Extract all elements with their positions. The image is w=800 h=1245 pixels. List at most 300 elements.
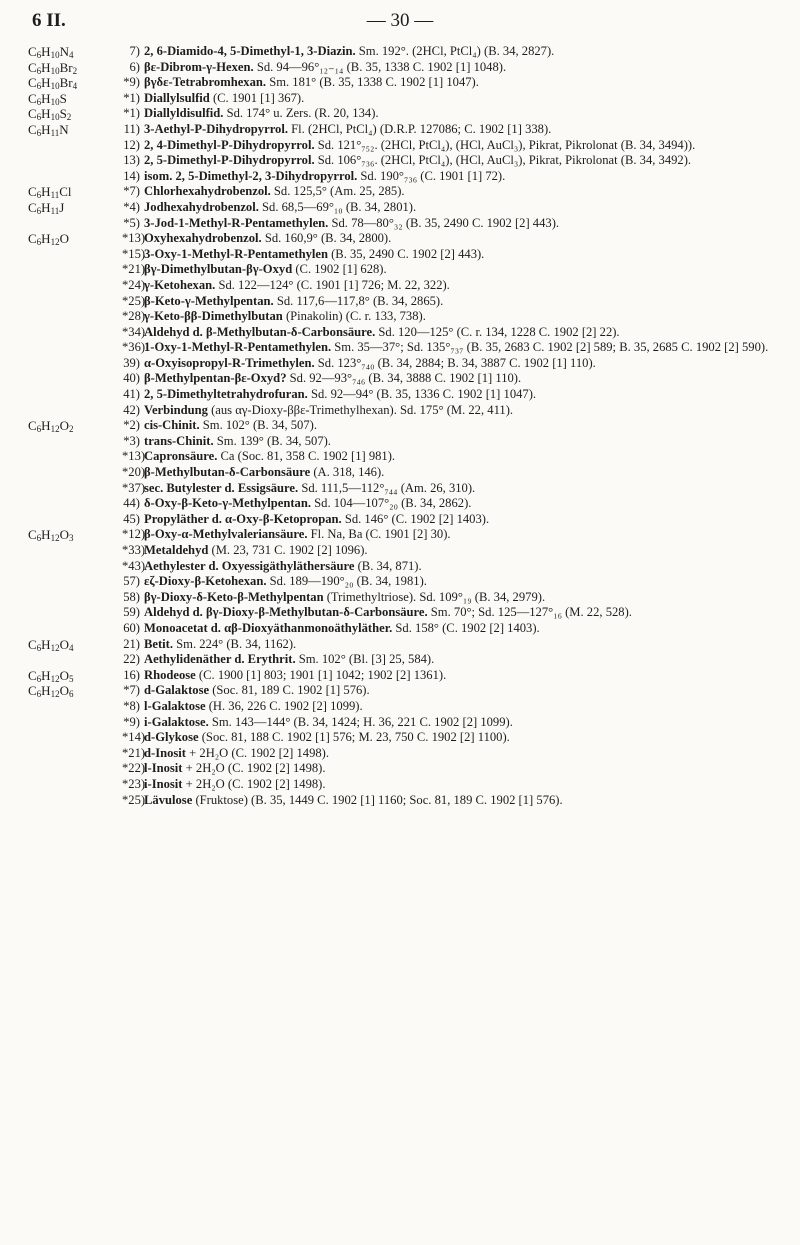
compound-details: (B. 35, 2490 C. 1902 [2] 443).: [327, 246, 485, 261]
entry-number: 21): [123, 636, 140, 651]
compound-list: [122, 527, 790, 636]
formula-subscript: 3: [68, 533, 74, 544]
compound-list: [122, 231, 790, 418]
compound-entry: [122, 793, 790, 809]
compound-details: (Soc. 81, 188 C. 1902 [1] 576; M. 23, 750 C. 1902 [2] 1100).: [198, 730, 510, 745]
formula-subscript: 11: [50, 205, 60, 216]
formula-element: H: [41, 636, 51, 652]
compound-details: Sm. 224° (B. 34, 1162).: [173, 636, 297, 651]
formula-element: N: [59, 121, 69, 137]
compound-name: Aethylidenäther d. Erythrit.: [144, 652, 296, 667]
formula-subscript: 5: [68, 673, 74, 684]
formula-element: O: [59, 683, 69, 699]
compound-details: Sd. 189—190°₂₀ (B. 34, 1981).: [266, 574, 427, 589]
formula-element: C: [28, 90, 37, 106]
compound-name: Chlorhexahydrobenzol.: [144, 184, 271, 199]
entry-number: 60): [123, 620, 140, 635]
compound-details: Sd. 158° (C. 1902 [2] 1403).: [392, 620, 540, 635]
formula-element: H: [41, 667, 51, 683]
compound-details: (Fruktose) (B. 35, 1449 C. 1902 [1] 1160; Soc. 81, 189 C. 1902 [1] 576).: [192, 792, 563, 807]
compound-name: Monoacetat d. αβ-Dioxyäthanmonoäthyläther.: [144, 620, 393, 635]
formula-element: Br: [59, 75, 73, 91]
compound-name: d-Glykose: [144, 730, 199, 745]
compound-details: Sm. 35—37°; Sd. 135°₇₃₇ (B. 35, 2683 C. 1902 [2] 589; B. 35, 2685 C. 1902 [2] 590).: [331, 340, 769, 355]
formula-element: H: [41, 106, 51, 122]
compound-details: Sd. 78—80°₃₂ (B. 35, 2490 C. 1902 [2] 443).: [328, 215, 560, 230]
formula-subscript: 12: [50, 424, 60, 435]
entry-number: 40): [123, 371, 140, 386]
formula-subscript: 4: [68, 50, 74, 60]
compound-details: Sm. 70°; Sd. 125—127°₁₆ (M. 22, 528).: [427, 605, 632, 620]
compound-entry: [122, 184, 790, 200]
compound-name: cis-Chinit.: [144, 418, 200, 433]
entry-number: 22): [123, 652, 140, 667]
formula-subscript: 12: [50, 533, 60, 544]
formula-element: C: [28, 121, 37, 137]
compound-entry: [122, 278, 790, 294]
formula-element: H: [41, 199, 51, 215]
entry-number: *13): [122, 231, 146, 246]
compound-name: β-Keto-γ-Methylpentan.: [144, 293, 274, 308]
compound-details: Sd. 68,5—69°₁₀ (B. 34, 2801).: [258, 199, 417, 214]
entry-number: 59): [123, 605, 140, 620]
compound-name: γ-Keto-ββ-Dimethylbutan: [144, 309, 283, 324]
compound-entry: [122, 683, 790, 699]
formula-element: H: [41, 75, 51, 91]
formula-subscript: 12: [50, 237, 60, 248]
entry-number: *25): [122, 293, 146, 308]
entry-number: 11): [123, 121, 140, 136]
compound-name: βγδε-Tetrabromhexan.: [144, 75, 267, 90]
compound-details: (A. 318, 146).: [310, 465, 385, 480]
compound-entry: [122, 403, 790, 419]
compound-details: + 2H₂O (C. 1902 [2] 1498).: [186, 745, 330, 760]
compound-name: γ-Ketohexan.: [144, 277, 216, 292]
compound-details: (H. 36, 226 C. 1902 [2] 1099).: [205, 698, 363, 713]
compound-name: d-Inosit: [144, 745, 186, 760]
compound-details: Sd. 125,5° (Am. 25, 285).: [270, 184, 405, 199]
compound-name: 2, 4-Dimethyl-P-Dihydropyrrol.: [144, 137, 315, 152]
formula-element: O: [59, 636, 69, 652]
compound-details: Sd. 92—94° (B. 35, 1336 C. 1902 [1] 1047).: [307, 387, 537, 402]
compound-list: [122, 122, 790, 184]
formula-subscript: 6: [36, 65, 42, 76]
entry-number: *36): [122, 340, 146, 355]
compound-details: Sd. 123°₇₄₀ (B. 34, 2884; B. 34, 3887 C. 1902 [1] 110).: [314, 355, 596, 370]
molecular-formula: [28, 231, 120, 247]
compound-entry: [122, 247, 790, 263]
formula-element: Cl: [59, 184, 72, 200]
formula-subscript: 6: [36, 205, 42, 216]
entry-number: 6): [129, 59, 140, 74]
compound-list: [122, 184, 790, 200]
molecular-formula: [28, 418, 120, 434]
entry-number: *43): [122, 558, 146, 573]
entry-number: *28): [122, 309, 146, 324]
entry-list: [28, 44, 790, 808]
compound-details: Sm. 181° (B. 35, 1338 C. 1902 [1] 1047).: [266, 75, 479, 90]
molecular-formula: [28, 683, 120, 699]
compound-details: + 2H₂O (C. 1902 [2] 1498).: [182, 776, 326, 791]
formula-subscript: 6: [36, 642, 42, 653]
compound-details: Fl. Na, Ba (C. 1901 [2] 30).: [307, 527, 451, 542]
formula-group: [28, 60, 790, 76]
compound-name: Rhodeose: [144, 667, 196, 682]
compound-entry: [122, 590, 790, 606]
compound-entry: [122, 309, 790, 325]
formula-group: [28, 668, 790, 684]
compound-entry: [122, 496, 790, 512]
compound-entry: [122, 730, 790, 746]
molecular-formula: [28, 60, 120, 76]
formula-element: O: [59, 527, 69, 543]
compound-entry: [122, 356, 790, 372]
formula-subscript: 2: [72, 65, 78, 76]
molecular-formula: [28, 75, 120, 91]
compound-details: Sd. 92—93°₇₄₆ (B. 34, 3888 C. 1902 [1] 110).: [286, 371, 522, 386]
compound-entry: [122, 91, 790, 107]
compound-name: Diallyldisulfid.: [144, 106, 224, 121]
compound-entry: [122, 777, 790, 793]
compound-details: (C. 1902 [1] 628).: [292, 262, 387, 277]
formula-element: C: [28, 106, 37, 122]
compound-details: Sd. 106°₇₃₆. (2HCl, PtCl₄), (HCl, AuCl₃), Pikrat, Pikrolonat (B. 34, 3492).: [314, 153, 692, 168]
compound-details: Sm. 102° (Bl. [3] 25, 584).: [295, 652, 435, 667]
formula-subscript: 11: [50, 190, 60, 201]
entry-number: 12): [123, 137, 140, 152]
entry-number: 58): [123, 589, 140, 604]
formula-subscript: 6: [36, 689, 42, 700]
molecular-formula: [28, 122, 120, 138]
entry-number: 44): [123, 496, 140, 511]
compound-details: Sd. 117,6—117,8° (B. 34, 2865).: [273, 293, 444, 308]
formula-subscript: 6: [36, 112, 42, 123]
compound-details: + 2H₂O (C. 1902 [2] 1498).: [182, 761, 326, 776]
compound-details: (B. 34, 871).: [354, 558, 422, 573]
compound-details: Sd. 104—107°₂₀ (B. 34, 2862).: [311, 496, 472, 511]
formula-subscript: 6: [36, 673, 42, 684]
compound-name: 2, 5-Dimethyltetrahydrofuran.: [144, 387, 308, 402]
formula-subscript: 6: [36, 50, 42, 60]
entry-number: 39): [123, 355, 140, 370]
compound-details: (Pinakolin) (C. r. 133, 738).: [282, 309, 426, 324]
formula-subscript: 12: [50, 642, 60, 653]
compound-name: 1-Oxy-1-Methyl-R-Pentamethylen.: [144, 340, 332, 355]
compound-name: 2, 6-Diamido-4, 5-Dimethyl-1, 3-Diazin.: [144, 44, 356, 58]
formula-group: [28, 683, 790, 808]
molecular-formula: [28, 527, 120, 543]
formula-subscript: 12: [50, 689, 60, 700]
compound-name: Oxyhexahydrobenzol.: [144, 231, 262, 246]
formula-group: [28, 418, 790, 527]
formula-subscript: 10: [50, 65, 60, 76]
formula-element: O: [59, 418, 69, 434]
compound-entry: [122, 434, 790, 450]
entry-number: *13): [122, 449, 146, 464]
compound-entry: [122, 262, 790, 278]
entry-number: *7): [123, 683, 140, 698]
compound-details: (C. 1900 [1] 803; 1901 [1] 1042; 1902 [2] 1361).: [195, 667, 447, 682]
compound-details: Sd. 146° (C. 1902 [2] 1403).: [341, 511, 490, 526]
entry-number: *15): [122, 246, 146, 261]
compound-entry: [122, 294, 790, 310]
compound-entry: [122, 231, 790, 247]
compound-name: εζ-Dioxy-β-Ketohexan.: [144, 574, 267, 589]
entry-number: 41): [123, 387, 140, 402]
formula-subscript: 6: [36, 237, 42, 248]
formula-group: [28, 200, 790, 231]
entry-number: *9): [123, 75, 140, 90]
formula-group: [28, 231, 790, 418]
compound-details: (M. 23, 731 C. 1902 [2] 1096).: [208, 543, 368, 557]
compound-entry: [122, 715, 790, 731]
formula-element: O: [59, 667, 69, 683]
compound-entry: [122, 668, 790, 684]
compound-list: [122, 106, 790, 122]
entry-number: 45): [123, 511, 140, 526]
molecular-formula: [28, 106, 120, 122]
entry-number: *9): [123, 714, 140, 729]
formula-element: H: [41, 121, 51, 137]
entry-number: 7): [129, 44, 140, 58]
compound-list: [122, 44, 790, 60]
entry-number: *33): [122, 543, 146, 557]
compound-name: Aethylester d. Oxyessigäthyläthersäure: [144, 558, 355, 573]
compound-name: Aldehyd d. β-Methylbutan-δ-Carbonsäure.: [144, 324, 376, 339]
compound-name: α-Oxyisopropyl-R-Trimethylen.: [144, 355, 315, 370]
formula-group: [28, 637, 790, 668]
molecular-formula: [28, 44, 120, 60]
formula-element: C: [28, 184, 37, 200]
compound-entry: [122, 106, 790, 122]
compound-list: [122, 200, 790, 231]
formula-subscript: 6: [36, 533, 42, 544]
compound-name: i-Inosit: [144, 776, 183, 791]
formula-element: C: [28, 75, 37, 91]
compound-entry: [122, 340, 790, 356]
entry-number: *22): [122, 761, 146, 776]
formula-element: C: [28, 44, 37, 59]
formula-subscript: 10: [50, 96, 60, 107]
compound-name: βγ-Dimethylbutan-βγ-Oxyd: [144, 262, 293, 277]
compound-name: Verbindung: [144, 402, 208, 417]
entry-number: 16): [123, 667, 140, 682]
compound-entry: [122, 699, 790, 715]
entry-number: *8): [123, 698, 140, 713]
formula-element: C: [28, 527, 37, 543]
formula-subscript: 6: [36, 127, 42, 138]
entry-number: *20): [122, 465, 146, 480]
compound-entry: [122, 543, 790, 559]
entry-number: *1): [123, 90, 140, 105]
compound-name: Propyläther d. α-Oxy-β-Ketopropan.: [144, 511, 342, 526]
formula-element: Br: [59, 59, 73, 75]
formula-element: H: [41, 184, 51, 200]
formula-element: H: [41, 527, 51, 543]
chapter-label: 6 II.: [32, 10, 66, 31]
formula-element: J: [59, 199, 65, 215]
entry-number: 14): [123, 168, 140, 183]
formula-subscript: 6: [36, 190, 42, 201]
compound-details: Sd. 120—125° (C. r. 134, 1228 C. 1902 [2] 22).: [375, 324, 620, 339]
compound-name: Diallylsulfid: [144, 90, 210, 105]
formula-element: C: [28, 636, 37, 652]
formula-subscript: 6: [36, 96, 42, 107]
formula-subscript: 12: [50, 673, 60, 684]
formula-group: [28, 527, 790, 636]
compound-details: Sd. 121°₇₅₂. (2HCl, PtCl₄), (HCl, AuCl₃), Pikrat, Pikrolonat (B. 34, 3494)).: [314, 137, 696, 152]
entry-number: *23): [122, 776, 146, 791]
formula-group: [28, 122, 790, 184]
compound-entry: [122, 325, 790, 341]
compound-name: i-Galaktose.: [144, 714, 209, 729]
compound-details: (aus αγ-Dioxy-ββε-Trimethylhexan). Sd. 175° (M. 22, 411).: [207, 402, 514, 417]
compound-details: Sm. 139° (B. 34, 507).: [213, 433, 331, 448]
compound-details: Sd. 160,9° (B. 34, 2800).: [261, 231, 392, 246]
compound-details: Sd. 111,5—112°₇₄₄ (Am. 26, 310).: [298, 480, 476, 495]
compound-entry: [122, 574, 790, 590]
formula-subscript: 2: [68, 424, 74, 435]
compound-list: [122, 418, 790, 527]
formula-element: S: [59, 106, 67, 122]
compound-entry: [122, 761, 790, 777]
entry-number: *12): [122, 527, 146, 542]
formula-subscript: 4: [68, 642, 74, 653]
compound-entry: [122, 371, 790, 387]
compound-details: Sm. 192°. (2HCl, PtCl₄) (B. 34, 2827).: [355, 44, 555, 58]
formula-element: C: [28, 59, 37, 75]
page-header: [0, 10, 800, 36]
compound-name: isom. 2, 5-Dimethyl-2, 3-Dihydropyrrol.: [144, 168, 358, 183]
compound-entry: [122, 481, 790, 497]
entry-number: *4): [123, 199, 140, 214]
entry-number: *14): [122, 730, 146, 745]
compound-entry: [122, 75, 790, 91]
entry-number: 42): [123, 402, 140, 417]
compound-name: β-Methylpentan-βε-Oxyd?: [144, 371, 287, 386]
compound-entry: [122, 418, 790, 434]
molecular-formula: [28, 91, 120, 107]
formula-group: [28, 44, 790, 60]
formula-subscript: 6: [36, 81, 42, 92]
compound-name: β-Methylbutan-δ-Carbonsäure: [144, 465, 311, 480]
compound-name: Aldehyd d. βγ-Dioxy-β-Methylbutan-δ-Carbonsäure.: [144, 605, 428, 620]
entry-number: *21): [122, 745, 146, 760]
formula-element: H: [41, 44, 51, 59]
compound-entry: [122, 746, 790, 762]
formula-element: C: [28, 667, 37, 683]
entry-number: *5): [123, 215, 140, 230]
molecular-formula: [28, 200, 120, 216]
molecular-formula: [28, 637, 120, 653]
compound-name: Capronsäure.: [144, 449, 218, 464]
formula-subscript: 10: [50, 81, 60, 92]
compound-name: βε-Dibrom-γ-Hexen.: [144, 59, 254, 74]
compound-entry: [122, 621, 790, 637]
formula-group: [28, 184, 790, 200]
compound-name: 3-Aethyl-P-Dihydropyrrol.: [144, 121, 289, 136]
compound-details: Sm. 143—144° (B. 34, 1424; H. 36, 221 C. 1902 [2] 1099).: [208, 714, 513, 729]
formula-element: C: [28, 683, 37, 699]
compound-entry: [122, 605, 790, 621]
compound-details: Sd. 174° u. Zers. (R. 20, 134).: [223, 106, 379, 121]
compound-entry: [122, 512, 790, 528]
formula-element: H: [41, 418, 51, 434]
compound-entry: [122, 44, 790, 60]
compound-list: [122, 75, 790, 91]
formula-element: O: [59, 231, 69, 247]
compound-entry: [122, 60, 790, 76]
compound-details: Sd. 190°₇₃₆ (C. 1901 [1] 72).: [357, 168, 506, 183]
molecular-formula: [28, 184, 120, 200]
formula-group: [28, 91, 790, 107]
entry-number: *3): [123, 433, 140, 448]
entry-number: *21): [122, 262, 146, 277]
compound-list: [122, 637, 790, 668]
formula-subscript: 10: [50, 50, 60, 60]
formula-subscript: 6: [36, 424, 42, 435]
compound-details: (C. 1901 [1] 367).: [209, 90, 305, 105]
formula-element: S: [59, 90, 67, 106]
formula-element: H: [41, 683, 51, 699]
formula-subscript: 6: [68, 689, 74, 700]
page-number: — 30 —: [366, 10, 434, 31]
compound-name: Metaldehyd: [144, 543, 209, 557]
compound-entry: [122, 652, 790, 668]
formula-element: H: [41, 90, 51, 106]
formula-subscript: 4: [72, 81, 78, 92]
compound-name: l-Galaktose: [144, 698, 206, 713]
formula-element: N: [59, 44, 69, 59]
molecular-formula: [28, 668, 120, 684]
compound-name: sec. Butylester d. Essigsäure.: [144, 480, 299, 495]
compound-list: [122, 60, 790, 76]
compound-entry: [122, 637, 790, 653]
formula-element: H: [41, 59, 51, 75]
entry-number: *25): [122, 792, 146, 807]
formula-group: [28, 106, 790, 122]
entry-number: *24): [122, 277, 146, 292]
formula-element: C: [28, 418, 37, 434]
compound-name: d-Galaktose: [144, 683, 210, 698]
entry-number: 57): [123, 574, 140, 589]
compound-entry: [122, 559, 790, 575]
compound-entry: [122, 200, 790, 216]
compound-entry: [122, 465, 790, 481]
compound-entry: [122, 122, 790, 138]
compound-list: [122, 668, 790, 684]
formula-group: [28, 75, 790, 91]
compound-entry: [122, 138, 790, 154]
compound-name: trans-Chinit.: [144, 433, 214, 448]
compound-entry: [122, 387, 790, 403]
compound-entry: [122, 169, 790, 185]
compound-name: β-Oxy-α-Methylvaleriansäure.: [144, 527, 308, 542]
compound-entry: [122, 527, 790, 543]
entry-number: *34): [122, 324, 146, 339]
entry-number: *1): [123, 106, 140, 121]
compound-list: [122, 683, 790, 808]
compound-name: 3-Jod-1-Methyl-R-Pentamethylen.: [144, 215, 329, 230]
entry-number: *7): [123, 184, 140, 199]
compound-name: l-Inosit: [144, 761, 183, 776]
compound-details: Fl. (2HCl, PtCl₄) (D.R.P. 127086; C. 1902 [1] 338).: [288, 121, 552, 136]
formula-subscript: 11: [50, 127, 60, 138]
compound-details: Ca (Soc. 81, 358 C. 1902 [1] 981).: [217, 449, 396, 464]
entry-number: *37): [122, 480, 146, 495]
entry-number: *2): [123, 418, 140, 433]
compound-name: δ-Oxy-β-Keto-γ-Methylpentan.: [144, 496, 312, 511]
